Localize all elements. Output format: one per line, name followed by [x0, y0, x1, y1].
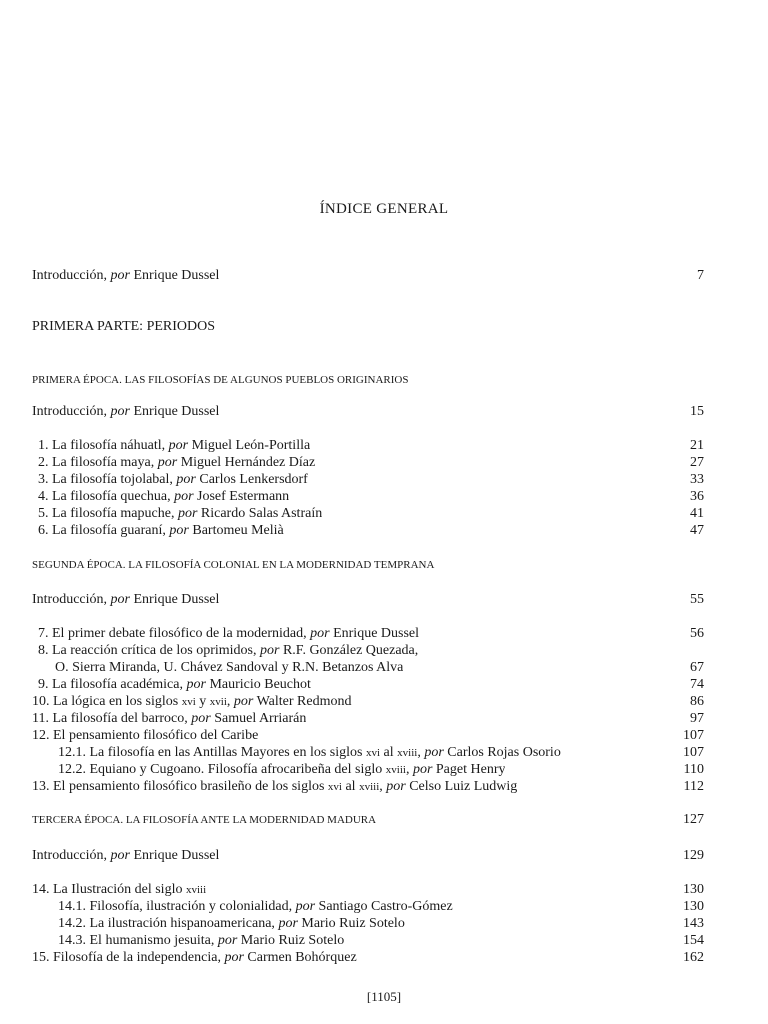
century-numeral: xvi	[365, 747, 381, 759]
toc-entry-intro-main	[32, 267, 704, 284]
entry-title: 14. La Ilustración del siglo	[32, 882, 186, 897]
entry-por: por	[224, 950, 244, 965]
entry-por: por	[233, 694, 254, 709]
entry-page: 56	[690, 626, 704, 641]
entry-title: 5. La filosofía mapuche,	[38, 506, 178, 521]
entry-author: R.F. González Quezada,	[279, 643, 419, 658]
entry-author: Carmen Bohórquez	[243, 950, 357, 965]
page-number: [1105]	[366, 989, 402, 1004]
epoch-heading-1	[32, 373, 704, 387]
entry-page: 110	[683, 762, 704, 777]
entry-author: Enrique Dussel	[329, 626, 420, 641]
entry-title: 3. La filosofía tojolabal,	[38, 472, 177, 487]
entry-por: por	[174, 489, 194, 504]
entry-author: Miguel Hernández Díaz	[177, 455, 316, 470]
entry-author: Mario Ruiz Sotelo	[297, 916, 405, 931]
entry-author: Enrique Dussel	[129, 404, 220, 419]
entry-title-tail: ,	[417, 745, 425, 760]
toc-entry-c12	[32, 727, 704, 744]
entry-author: Mario Ruiz Sotelo	[237, 933, 345, 948]
entry-por: por	[278, 916, 298, 931]
epoch-heading-2	[32, 558, 704, 572]
entry-page: 130	[683, 899, 704, 914]
toc-entry-c11	[32, 710, 704, 727]
entry-title-mid: al	[341, 779, 360, 794]
entry-page: 21	[690, 438, 704, 453]
entry-page: 47	[690, 523, 704, 538]
entry-author: Bartomeu Melià	[188, 523, 284, 538]
entry-por: por	[191, 711, 211, 726]
entry-page: 55	[690, 592, 704, 607]
entry-page: 27	[690, 455, 704, 470]
entry-title: 13. El pensamiento filosófico brasileño de los siglos	[32, 779, 328, 794]
toc-entry-c9	[38, 676, 704, 693]
entry-page: 41	[690, 506, 704, 521]
entry-por: por	[110, 268, 130, 283]
toc-entry-c13	[32, 778, 704, 796]
toc-entry-c6	[38, 522, 704, 539]
entry-author: Walter Redmond	[253, 694, 352, 709]
entry-por: por	[186, 677, 206, 692]
toc-entry-c8-line1	[38, 642, 704, 659]
entry-page: 86	[690, 694, 704, 709]
entry-title-tail: ,	[226, 694, 234, 709]
entry-title: 10. La lógica en los siglos	[32, 694, 182, 709]
century-numeral: xviii	[359, 781, 380, 793]
toc-entry-c10	[32, 693, 704, 711]
entry-page: 130	[683, 882, 704, 897]
entry-author: Miguel León-Portilla	[188, 438, 311, 453]
entry-page: 154	[683, 933, 704, 948]
entry-title: 2. La filosofía maya,	[38, 455, 158, 470]
entry-title: Introducción,	[32, 848, 111, 863]
entry-author: Ricardo Salas Astraín	[197, 506, 323, 521]
toc-entry-intro-2	[32, 591, 704, 608]
entry-page: 36	[690, 489, 704, 504]
entry-title: 7. El primer debate filosófico de la modernidad,	[38, 626, 311, 641]
epoch-heading-3	[32, 813, 704, 827]
century-numeral: xvii	[209, 696, 227, 708]
entry-author: Carlos Rojas Osorio	[443, 745, 561, 760]
entry-title: 12.1. La filosofía en las Antillas Mayores en los siglos	[58, 745, 366, 760]
entry-por: por	[386, 779, 406, 794]
toc-entry-c15	[32, 949, 704, 966]
entry-author: Mauricio Beuchot	[205, 677, 311, 692]
entry-page: 107	[683, 728, 704, 743]
entry-title: Introducción,	[32, 404, 111, 419]
entry-title-continued: O. Sierra Miranda, U. Chávez Sandoval y R.N. Betanzos Alva	[55, 660, 404, 675]
entry-page: 162	[683, 950, 704, 965]
entry-page: 7	[697, 268, 704, 283]
entry-author: Enrique Dussel	[129, 848, 220, 863]
entry-por: por	[168, 438, 189, 453]
toc-entry-c12-1	[58, 744, 704, 762]
entry-page: 143	[683, 916, 704, 931]
toc-entry-intro-3	[32, 847, 704, 864]
entry-title: Introducción,	[32, 592, 111, 607]
entry-por: por	[110, 404, 130, 419]
toc-entry-c2	[38, 454, 704, 471]
entry-title: Introducción,	[32, 268, 111, 283]
entry-por: por	[110, 848, 130, 863]
entry-por: por	[310, 626, 330, 641]
entry-title-tail: ,	[405, 762, 413, 777]
epoch-title: PRIMERA ÉPOCA. LAS FILOSOFÍAS DE ALGUNOS PUEBLOS ORIGINARIOS	[32, 374, 409, 386]
toc-entry-c5	[38, 505, 704, 522]
entry-page: 33	[690, 472, 704, 487]
entry-page: 15	[690, 404, 704, 419]
entry-author: Samuel Arriarán	[210, 711, 307, 726]
entry-title: 14.2. La ilustración hispanoamericana,	[58, 916, 279, 931]
entry-page: 129	[683, 848, 704, 863]
entry-title: 14.1. Filosofía, ilustración y colonialidad,	[58, 899, 296, 914]
entry-author: Paget Henry	[432, 762, 506, 777]
entry-author: Carlos Lenkersdorf	[195, 472, 308, 487]
entry-author: Enrique Dussel	[129, 268, 220, 283]
entry-title: 14.3. El humanismo jesuita,	[58, 933, 218, 948]
toc-entry-c14-2	[58, 915, 704, 932]
toc-entry-c12-2	[58, 761, 704, 779]
toc-entry-c4	[38, 488, 704, 505]
toc-entry-c14-3	[58, 932, 704, 949]
entry-page: 74	[690, 677, 704, 692]
toc-entry-c14	[32, 881, 704, 899]
century-numeral: xvi	[327, 781, 342, 793]
entry-por: por	[110, 592, 130, 607]
entry-por: por	[176, 472, 196, 487]
entry-author: Enrique Dussel	[129, 592, 220, 607]
entry-title: 12. El pensamiento filosófico del Caribe	[32, 728, 259, 743]
entry-por: por	[217, 933, 238, 948]
entry-author: Santiago Castro-Gómez	[315, 899, 453, 914]
entry-title: 6. La filosofía guaraní,	[38, 523, 170, 538]
entry-title: 4. La filosofía quechua,	[38, 489, 175, 504]
entry-por: por	[157, 455, 178, 470]
toc-entry-c3	[38, 471, 704, 488]
entry-por: por	[412, 762, 433, 777]
entry-title: 9. La filosofía académica,	[38, 677, 187, 692]
entry-page: 97	[690, 711, 704, 726]
entry-title: 1. La filosofía náhuatl,	[38, 438, 169, 453]
toc-entry-c1	[38, 437, 704, 454]
entry-por: por	[169, 523, 189, 538]
entry-title: 11. La filosofía del barroco,	[32, 711, 192, 726]
entry-por: por	[259, 643, 280, 658]
page-title: ÍNDICE GENERAL	[319, 201, 449, 217]
entry-title-mid: y	[195, 694, 210, 709]
entry-page: 112	[683, 779, 704, 794]
entry-por: por	[295, 899, 316, 914]
entry-page: 127	[683, 812, 704, 827]
entry-title: 12.2. Equiano y Cugoano. Filosofía afrocaribeña del siglo	[58, 762, 386, 777]
part-heading: PRIMERA PARTE: PERIODOS	[32, 319, 216, 334]
entry-author: Celso Luiz Ludwig	[405, 779, 518, 794]
entry-author: Josef Estermann	[193, 489, 290, 504]
century-numeral: xviii	[185, 884, 207, 896]
entry-por: por	[177, 506, 198, 521]
century-numeral: xviii	[397, 747, 418, 759]
toc-entry-c8-line2	[55, 659, 704, 676]
entry-title: 8. La reacción crítica de los oprimidos,	[38, 643, 260, 658]
century-numeral: xvi	[181, 696, 196, 708]
epoch-title: TERCERA ÉPOCA. LA FILOSOFÍA ANTE LA MODERNIDAD MADURA	[32, 814, 377, 826]
entry-page: 67	[690, 660, 704, 675]
epoch-title: SEGUNDA ÉPOCA. LA FILOSOFÍA COLONIAL EN LA MODERNIDAD TEMPRANA	[32, 559, 435, 571]
entry-title: 15. Filosofía de la independencia,	[32, 950, 225, 965]
entry-title-tail: ,	[379, 779, 387, 794]
toc-entry-c14-1	[58, 898, 704, 915]
toc-entry-c7	[38, 625, 704, 642]
entry-por: por	[424, 745, 444, 760]
entry-page: 107	[683, 745, 704, 760]
entry-title-mid: al	[380, 745, 398, 760]
toc-entry-intro-1	[32, 403, 704, 420]
century-numeral: xviii	[385, 764, 406, 776]
